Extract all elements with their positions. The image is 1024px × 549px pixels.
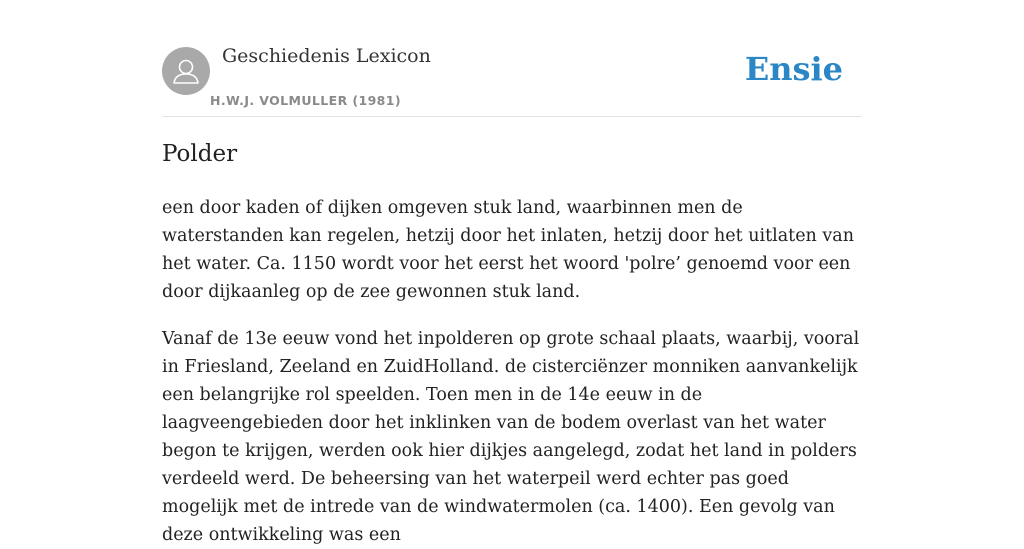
lexicon-title[interactable]: Geschiedenis Lexicon — [222, 45, 431, 67]
paragraph: Vanaf de 13e eeuw vond het inpolderen op grote schaal plaats, waarbij, vooral in Friesland, Zeeland en ZuidHolland. de cisterciënzer monniken aanvankelijk een belangrijke rol speelden. Toen men in de 14e eeuw in de laagveengebieden door het inklinken van de bodem overlast van het water begon te krijgen, werden ook hier dijkjes aangelegd, zodat het land in polders verdeeld werd. De beheersing van het waterpeil werd echter pas goed mogelijk met de intrede van de windwatermolen (ca. 1400). Een gevolg van deze ontwikkeling was een — [162, 329, 860, 545]
paragraph: een door kaden of dijken omgeven stuk land, waarbinnen men de waterstanden kan regelen, hetzij door het inlaten, hetzij door het uitlaten van het water. Ca. 1150 wordt voor het eerst het woord 'polre’ genoemd voor een door dijkaanleg op de zee gewonnen stuk land. — [162, 198, 854, 302]
header — [162, 0, 862, 117]
entry-title: Polder — [162, 141, 238, 167]
author-name[interactable]: H.W.J. VOLMULLER (1981) — [210, 93, 401, 108]
avatar[interactable] — [162, 47, 210, 95]
article — [162, 138, 862, 549]
ensie-logo[interactable]: Ensie — [744, 50, 843, 88]
user-icon — [162, 47, 210, 95]
